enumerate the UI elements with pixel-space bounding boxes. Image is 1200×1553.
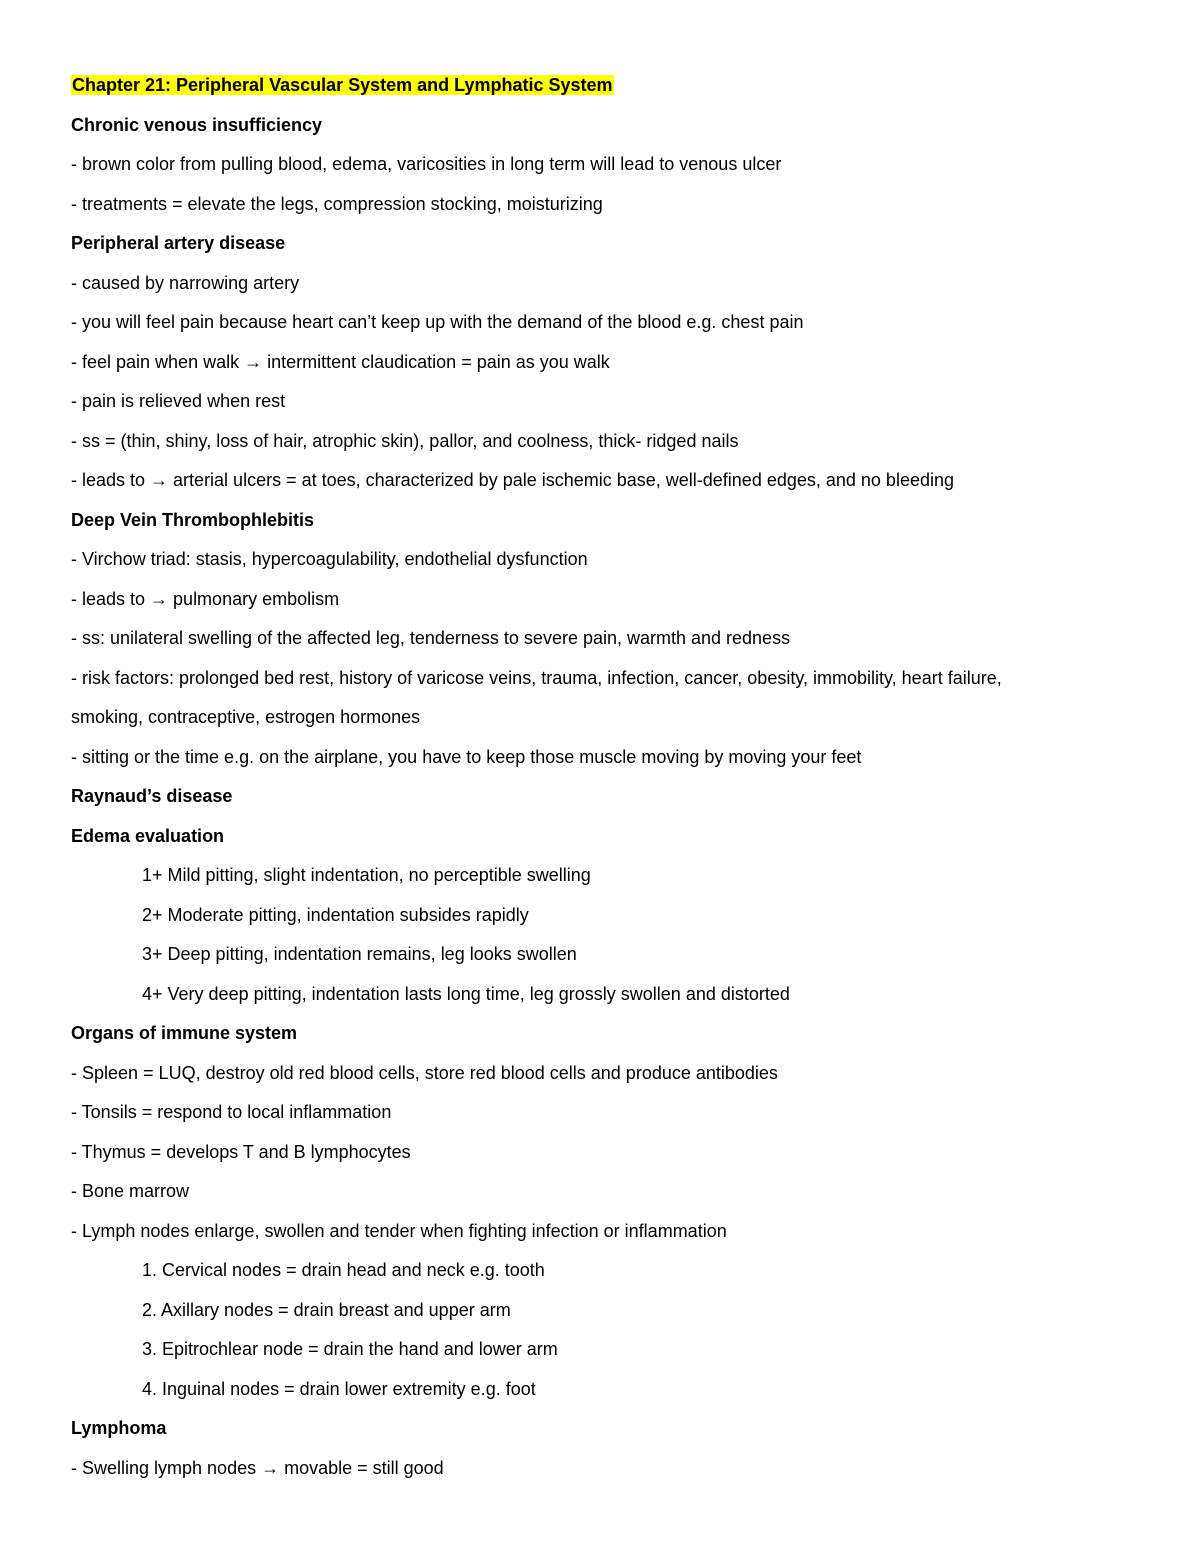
- section-heading: Lymphoma: [71, 1418, 167, 1438]
- text-line: - Lymph nodes enlarge, swollen and tender when fighting infection or inflammation: [71, 1220, 727, 1241]
- indented-list-item: 3+ Deep pitting, indentation remains, leg looks swollen: [142, 944, 577, 964]
- document-page: [71, 72, 1141, 1494]
- text-line: - you will feel pain because heart can’t keep up with the demand of the blood e.g. chest pain: [71, 312, 804, 332]
- section-heading: Chronic venous insufficiency: [71, 114, 323, 135]
- indented-list-item: 2+ Moderate pitting, indentation subsides rapidly: [142, 904, 529, 925]
- indented-list-item: 3. Epitrochlear node = drain the hand and lower arm: [142, 1339, 558, 1359]
- text-line: smoking, contraceptive, estrogen hormones: [71, 707, 421, 727]
- text-line: - leads to → pulmonary embolism: [71, 588, 340, 609]
- text-line: - risk factors: prolonged bed rest, history of varicose veins, trauma, infection, cancer, obesity, immobility, heart failure,: [71, 667, 1002, 688]
- section-heading: Edema evaluation: [71, 825, 225, 846]
- text-line: - leads to → arterial ulcers = at toes, characterized by pale ischemic base, well-defined edges, and no bleeding: [71, 470, 954, 490]
- text-line: - ss: unilateral swelling of the affected leg, tenderness to severe pain, warmth and redness: [71, 628, 791, 648]
- document-title-line: [71, 72, 1141, 112]
- section-heading: Peripheral artery disease: [71, 233, 286, 253]
- indented-list-item: 2. Axillary nodes = drain breast and upper arm: [142, 1299, 511, 1320]
- text-line: - Bone marrow: [71, 1181, 190, 1201]
- indented-list-item: 1+ Mild pitting, slight indentation, no perceptible swelling: [142, 865, 591, 885]
- indented-list-item: 4. Inguinal nodes = drain lower extremity e.g. foot: [142, 1378, 536, 1399]
- text-line: - sitting or the time e.g. on the airplane, you have to keep those muscle moving by moving your feet: [71, 746, 862, 767]
- text-line: - Virchow triad: stasis, hypercoagulability, endothelial dysfunction: [71, 549, 588, 569]
- section-heading: Raynaud’s disease: [71, 786, 233, 806]
- document-title: Chapter 21: Peripheral Vascular System and Lymphatic System: [72, 75, 613, 95]
- text-line: - caused by narrowing artery: [71, 272, 300, 293]
- text-line: - Tonsils = respond to local inflammation: [71, 1102, 392, 1122]
- text-line: - feel pain when walk → intermittent claudication = pain as you walk: [71, 351, 610, 372]
- text-line: - Spleen = LUQ, destroy old red blood cells, store red blood cells and produce antibodies: [71, 1062, 778, 1083]
- text-line: - Swelling lymph nodes → movable = still good: [71, 1457, 444, 1478]
- text-line: - ss = (thin, shiny, loss of hair, atrophic skin), pallor, and coolness, thick- ridged nails: [71, 430, 739, 451]
- section-heading: Deep Vein Thrombophlebitis: [71, 509, 315, 530]
- text-line: - brown color from pulling blood, edema, varicosities in long term will lead to venous ulcer: [71, 154, 782, 174]
- indented-list-item: 1. Cervical nodes = drain head and neck e.g. tooth: [142, 1260, 545, 1280]
- document-body: [71, 112, 1141, 1495]
- section-heading: Organs of immune system: [71, 1023, 298, 1043]
- text-line: - pain is relieved when rest: [71, 391, 286, 411]
- text-line: - Thymus = develops T and B lymphocytes: [71, 1141, 411, 1162]
- text-line: - treatments = elevate the legs, compression stocking, moisturizing: [71, 193, 603, 214]
- indented-list-item: 4+ Very deep pitting, indentation lasts long time, leg grossly swollen and distorted: [142, 983, 790, 1004]
